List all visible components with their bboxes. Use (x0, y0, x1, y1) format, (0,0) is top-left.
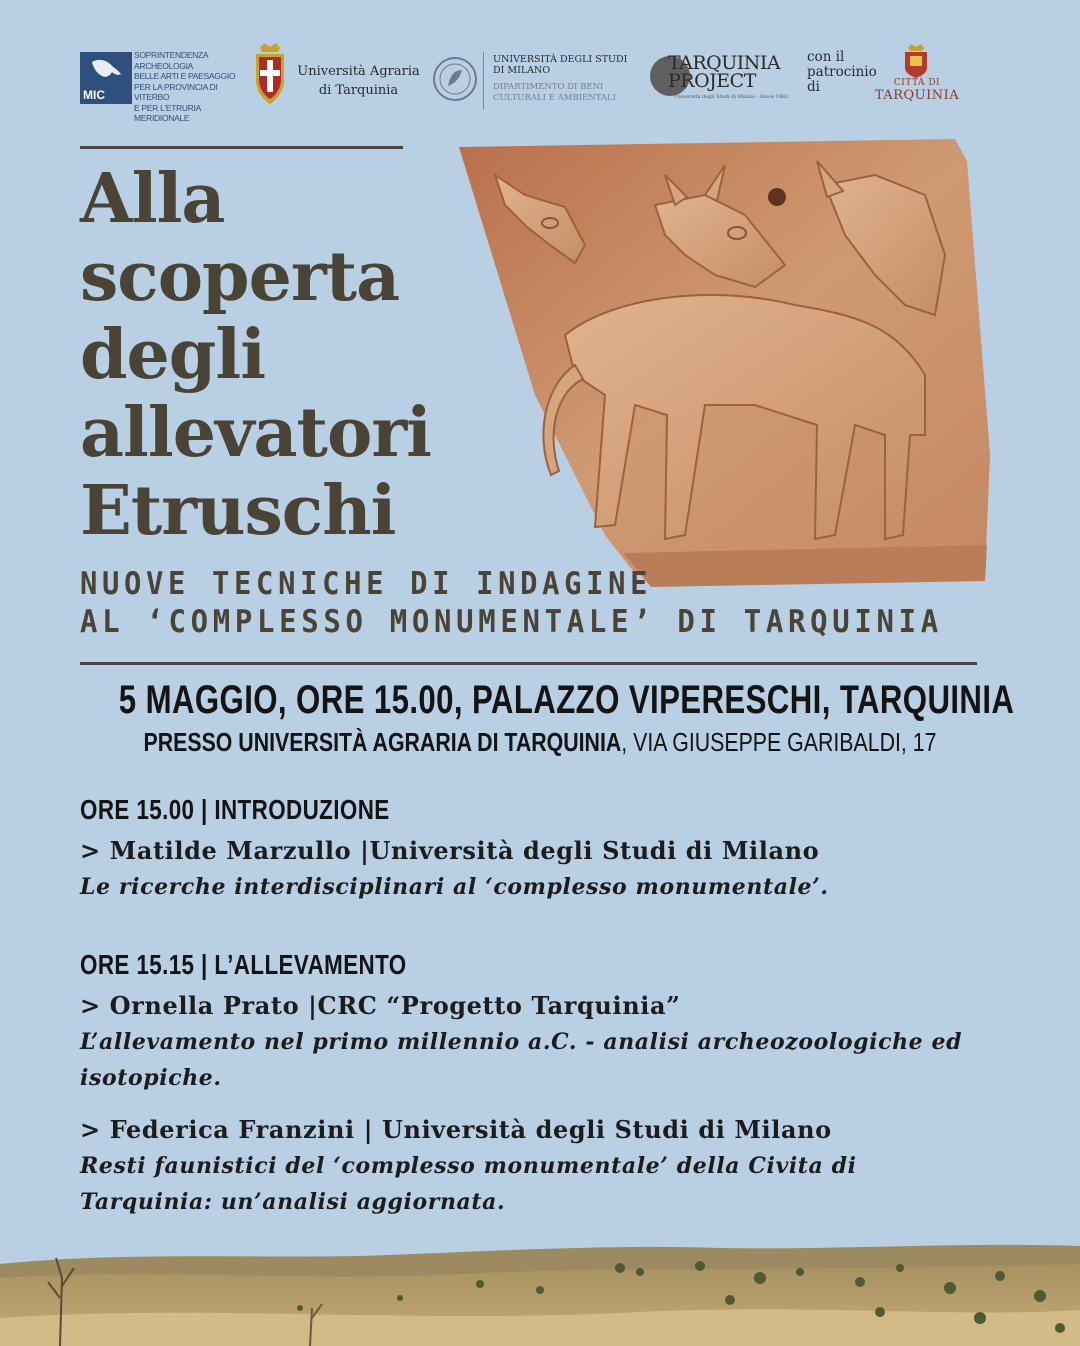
subtitle-line-1: NUOVE TECNICHE DI INDAGINE (80, 566, 653, 602)
slot-heading: ORE 15.15 | L’ALLEVAMENTO (80, 949, 407, 980)
etruscan-relief-image (455, 135, 995, 605)
agraria-text: Università Agraria di Tarquinia (297, 64, 420, 98)
seal-icon (432, 56, 478, 102)
soprintendenza-text: SOPRINTENDENZA ARCHEOLOGIA BELLE ARTI E PAESAGGIO PER LA PROVINCIA DI VITERBO E PER L'ETRURIA MERIDIONALE (134, 50, 236, 123)
speaker: > Matilde Marzullo |Università degli Studi di Milano (80, 836, 820, 865)
italy-map-icon (88, 56, 124, 86)
logo-unimi (432, 52, 642, 122)
unimi-department: DIPARTIMENTO DI BENI CULTURALI E AMBIENTALI (493, 82, 617, 103)
unimi-name: UNIVERSITÀ DEGLI STUDI DI MILANO (493, 54, 628, 76)
citta-name: TARQUINIA (874, 88, 960, 103)
logo-row (80, 42, 980, 122)
logo-soprintendenza (80, 50, 236, 123)
talk-title: L’allevamento nel primo millennio a.C. - analisi archeozoologiche ed isotopiche. (80, 1029, 963, 1091)
logo-citta-di-tarquinia (872, 42, 962, 112)
logo-universita-agraria (250, 42, 420, 112)
mic-emblem (80, 52, 132, 104)
patrocinio-text: con il patrocinio di (807, 49, 877, 95)
slot-heading: ORE 15.00 | INTRODUZIONE (80, 794, 390, 825)
venue-address: , VIA GIUSEPPE GARIBALDI, 17 (621, 727, 937, 757)
venue-name: PRESSO UNIVERSITÀ AGRARIA DI TARQUINIA (143, 727, 622, 757)
unimi-divider (483, 52, 484, 110)
mic-badge: MIC (83, 88, 105, 102)
tarquinia-project-sub: Università degli Studi di Milano · Since 1982 (674, 94, 789, 100)
event-venue (97, 724, 983, 760)
speaker: > Ornella Prato |CRC “Progetto Tarquinia” (80, 991, 681, 1020)
speaker: > Federica Franzini | Università degli Studi di Milano (80, 1115, 832, 1144)
talk-title: Le ricerche interdisciplinari al ‘complesso monumentale’. (80, 874, 829, 900)
talk-title: Resti faunistici del ‘complesso monumentale’ della Civita di Tarquinia: un’analisi aggiornata. (80, 1153, 857, 1215)
city-crest-icon (900, 44, 932, 78)
subtitle-line-2: AL ‘COMPLESSO MONUMENTALE’ DI TARQUINIA (80, 604, 943, 640)
landscape-image (0, 1238, 1080, 1346)
tarquinia-project-name: TARQUINIA PROJECT (668, 52, 781, 92)
program-slot (80, 945, 980, 1220)
logo-tarquinia-project (650, 50, 789, 120)
poster-title: Alla scoperta degli allevatori Etruschi (80, 159, 431, 551)
citta-di: CITTÀ DI (893, 78, 941, 88)
poster-subtitle (80, 565, 980, 641)
program-slot (80, 790, 980, 905)
crest-icon (250, 42, 290, 106)
title-rule (80, 146, 403, 149)
event-datetime-place: 5 MAGGIO, ORE 15.00, PALAZZO VIPERESCHI, TARQUINIA (118, 678, 1015, 722)
event-rule (80, 662, 977, 665)
